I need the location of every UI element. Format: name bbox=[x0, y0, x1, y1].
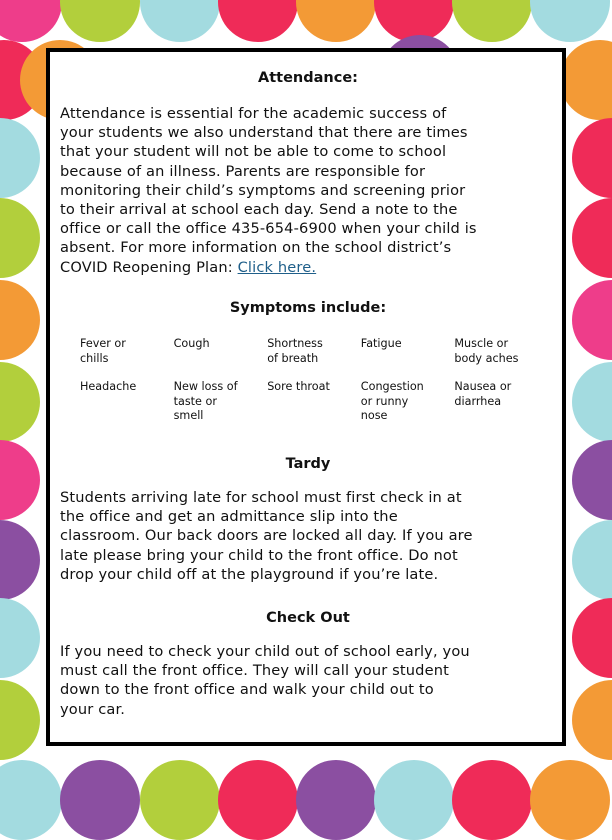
polka-dot bbox=[0, 280, 40, 360]
symptom-item bbox=[267, 337, 361, 366]
symptom-text: Fever or bbox=[80, 337, 126, 350]
tardy-section bbox=[60, 456, 556, 584]
symptoms-grid bbox=[80, 337, 556, 424]
paragraph-line: the office and get an admittance slip into the bbox=[60, 508, 398, 526]
polka-dot bbox=[452, 760, 532, 840]
symptoms-section bbox=[60, 300, 556, 424]
polka-dot bbox=[140, 0, 220, 42]
paragraph-line: your students we also understand that there are times bbox=[60, 124, 468, 142]
symptom-text: diarrhea bbox=[454, 394, 502, 408]
symptom-text: Congestion bbox=[360, 380, 424, 394]
symptom-text: Shortness bbox=[267, 337, 323, 350]
polka-dot bbox=[0, 198, 40, 278]
polka-dot bbox=[572, 520, 612, 600]
symptom-item bbox=[454, 380, 548, 424]
symptom-item bbox=[80, 380, 174, 424]
paragraph-line: office or call the office 435-654-6900 when your child is bbox=[60, 220, 477, 238]
paragraph-line: Attendance is essential for the academic success of bbox=[60, 105, 447, 122]
flyer-card bbox=[46, 48, 566, 746]
polka-dot bbox=[572, 198, 612, 278]
polka-dot bbox=[218, 0, 298, 42]
polka-dot bbox=[560, 40, 612, 120]
symptom-item bbox=[174, 337, 268, 366]
symptom-text: nose bbox=[360, 409, 388, 423]
symptom-text: taste or bbox=[173, 394, 217, 408]
symptom-item bbox=[80, 337, 174, 366]
polka-dot bbox=[0, 680, 40, 760]
symptoms-heading: Symptoms include: bbox=[229, 300, 387, 316]
symptom-text: Cough bbox=[173, 337, 210, 350]
polka-dot bbox=[60, 0, 140, 42]
checkout-heading: Check Out bbox=[266, 610, 350, 626]
checkout-section bbox=[60, 610, 556, 719]
attendance-section bbox=[60, 70, 556, 277]
paragraph-line: that your student will not be able to come to school bbox=[60, 143, 447, 161]
symptom-text: of breath bbox=[267, 351, 319, 365]
paragraph-line: drop your child off at the playground if you’re late. bbox=[60, 565, 439, 583]
symptom-text: Headache bbox=[80, 380, 137, 394]
polka-dot bbox=[530, 0, 610, 42]
symptom-item bbox=[361, 337, 455, 366]
paragraph-line: down to the front office and walk your child out to bbox=[60, 681, 434, 699]
paragraph-line: monitoring their child’s symptoms and screening prior bbox=[60, 181, 466, 199]
reopening-plan-link[interactable]: Click here. bbox=[237, 258, 317, 276]
paragraph-line: must call the front office. They will call your student bbox=[60, 662, 449, 680]
attendance-paragraph bbox=[60, 104, 556, 277]
polka-dot bbox=[572, 440, 612, 520]
polka-dot bbox=[572, 280, 612, 360]
symptom-item bbox=[174, 380, 268, 424]
paragraph-line: absent. For more information on the school district’s bbox=[60, 239, 452, 257]
link-prefix: COVID Reopening Plan: bbox=[60, 258, 238, 276]
checkout-paragraph bbox=[60, 642, 556, 719]
polka-dot bbox=[0, 760, 62, 840]
polka-dot bbox=[452, 0, 532, 42]
polka-dot bbox=[218, 760, 298, 840]
symptom-item bbox=[454, 337, 548, 366]
polka-dot bbox=[0, 0, 62, 42]
paragraph-line: Students arriving late for school must first check in at bbox=[60, 489, 462, 506]
paragraph-line bbox=[60, 258, 556, 277]
attendance-heading: Attendance: bbox=[258, 70, 358, 86]
symptom-text: Fatigue bbox=[360, 337, 402, 350]
symptom-text: Nausea or bbox=[454, 380, 512, 394]
polka-dot bbox=[0, 362, 40, 442]
paragraph-line: classroom. Our back doors are locked all day. If you are bbox=[60, 527, 473, 545]
symptom-text: or runny bbox=[360, 394, 409, 408]
polka-dot bbox=[0, 520, 40, 600]
symptom-text: smell bbox=[173, 409, 204, 423]
paragraph-line: because of an illness. Parents are responsible for bbox=[60, 162, 426, 180]
polka-dot bbox=[572, 118, 612, 198]
symptom-item bbox=[267, 380, 361, 424]
polka-dot bbox=[0, 118, 40, 198]
symptom-text: body aches bbox=[454, 351, 519, 365]
polka-dot bbox=[0, 440, 40, 520]
tardy-paragraph bbox=[60, 488, 556, 584]
polka-dot bbox=[572, 680, 612, 760]
polka-dot bbox=[572, 362, 612, 442]
polka-dot bbox=[0, 598, 40, 678]
polka-dot bbox=[296, 760, 376, 840]
polka-dot bbox=[140, 760, 220, 840]
symptom-item bbox=[361, 380, 455, 424]
polka-dot bbox=[296, 0, 376, 42]
symptom-text: Muscle or bbox=[454, 337, 509, 350]
symptom-text: New loss of bbox=[173, 380, 238, 394]
paragraph-line: late please bring your child to the front office. Do not bbox=[60, 546, 458, 564]
polka-dot bbox=[374, 760, 454, 840]
symptom-text: Sore throat bbox=[267, 380, 330, 394]
paragraph-line: If you need to check your child out of school early, you bbox=[60, 643, 470, 660]
polka-dot bbox=[60, 760, 140, 840]
paragraph-line: to their arrival at school each day. Send a note to the bbox=[60, 201, 458, 219]
symptom-text: chills bbox=[80, 351, 109, 365]
polka-dot bbox=[530, 760, 610, 840]
polka-dot bbox=[572, 598, 612, 678]
tardy-heading: Tardy bbox=[285, 456, 331, 472]
paragraph-line: your car. bbox=[60, 700, 126, 718]
